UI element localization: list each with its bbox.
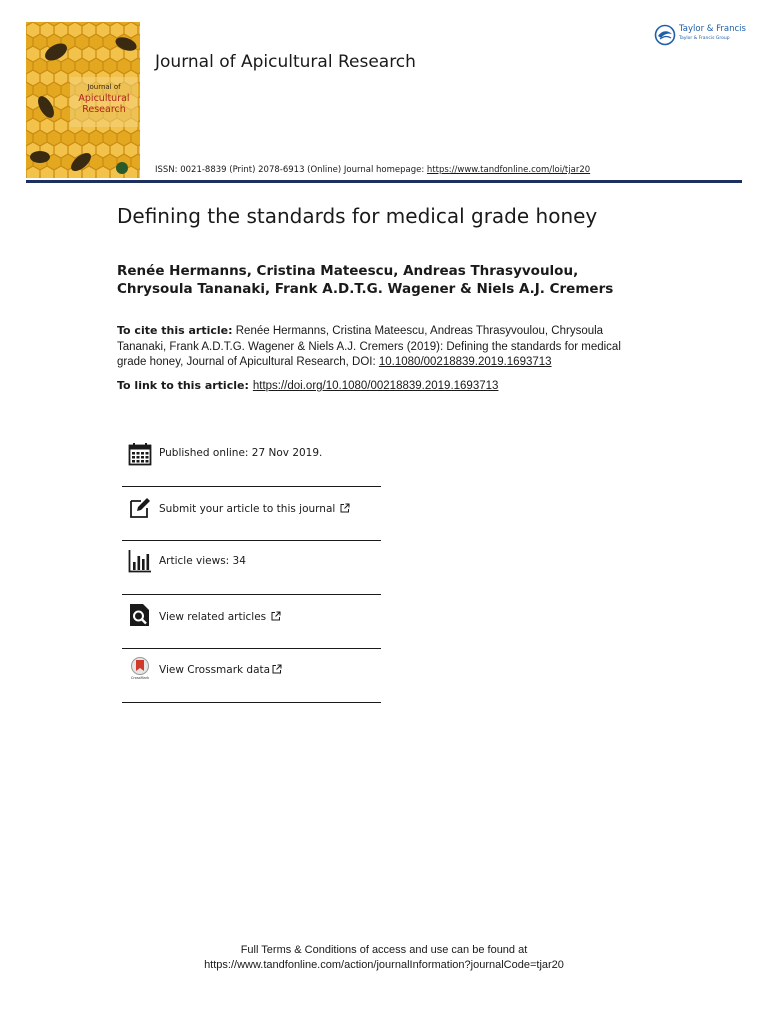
related-articles-row[interactable] (122, 595, 381, 649)
published-row (122, 432, 381, 487)
external-link-icon (272, 664, 282, 674)
cover-title-line2: Research (82, 104, 126, 115)
issn-line (155, 165, 590, 175)
cite-doi-link[interactable]: 10.1080/00218839.2019.1693713 (378, 356, 552, 368)
publisher-name: Taylor & Francis (679, 24, 746, 34)
crossmark-badge-icon (128, 657, 152, 677)
crossmark-icon-label: CrossMark (130, 676, 150, 680)
link-label: To link to this article: (117, 379, 249, 392)
journal-title[interactable]: Journal of Apicultural Research (155, 52, 416, 72)
terms-url[interactable]: https://www.tandfonline.com/action/journalInformation?journalCode=tjar20 (204, 959, 564, 971)
article-title: Defining the standards for medical grade honey (117, 204, 598, 228)
citation-block (117, 323, 637, 371)
search-document-icon (128, 603, 152, 627)
submit-article-link[interactable] (159, 503, 350, 515)
publisher-logo-icon (654, 24, 676, 46)
issn-text: ISSN: 0021-8839 (Print) 2078-6913 (Online) Journal homepage: (155, 165, 427, 175)
submit-article-row[interactable] (122, 487, 381, 541)
article-views: Article views: 34 (159, 555, 246, 567)
crossmark-icon (128, 657, 152, 681)
article-authors: Renée Hermanns, Cristina Mateescu, Andreas Thrasyvoulou, Chrysoula Tananaki, Frank A.D.T.G. Wagener & Niels A.J. Cremers (117, 263, 614, 297)
related-articles-label: View related articles (159, 611, 267, 623)
crossmark-row[interactable] (122, 649, 381, 703)
cover-title-line1: Apicultural (78, 93, 130, 104)
article-views-row (122, 541, 381, 595)
crossmark-link[interactable] (159, 664, 282, 676)
cite-label: To cite this article: (117, 324, 233, 337)
cover-title-small: Journal of (87, 83, 121, 91)
external-link-icon (340, 503, 350, 513)
terms-footer (0, 943, 768, 973)
cover-title (70, 82, 138, 115)
article-info-list (122, 432, 381, 703)
header-divider (26, 180, 742, 183)
publisher-group: Taylor & Francis Group (679, 36, 730, 41)
cite-text: Renée Hermanns, Cristina Mateescu, Andreas Thrasyvoulou, Chrysoula Tananaki, Frank A.D.T.G. Wagener & Niels A.J. Cremers (2019): Defining the standards for medical grade honey, Journal of Apicultural Research, DOI: (117, 325, 621, 368)
submit-article-label: Submit your article to this journal (159, 503, 336, 515)
edit-icon (128, 496, 152, 520)
bar-chart-icon (128, 549, 152, 573)
published-date: Published online: 27 Nov 2019. (159, 447, 323, 459)
cover-seal-icon (116, 162, 128, 174)
crossmark-label: View Crossmark data (159, 664, 271, 676)
journal-homepage-link[interactable]: https://www.tandfonline.com/loi/tjar20 (426, 165, 591, 175)
article-doi-link[interactable]: https://doi.org/10.1080/00218839.2019.1693713 (252, 380, 499, 392)
external-link-icon (271, 611, 281, 621)
article-link-line (117, 378, 498, 392)
publisher-logo[interactable] (654, 22, 748, 48)
calendar-icon (128, 442, 152, 466)
related-articles-link[interactable] (159, 611, 281, 623)
terms-line: Full Terms & Conditions of access and use can be found at (240, 944, 528, 956)
journal-cover-image (26, 22, 140, 178)
